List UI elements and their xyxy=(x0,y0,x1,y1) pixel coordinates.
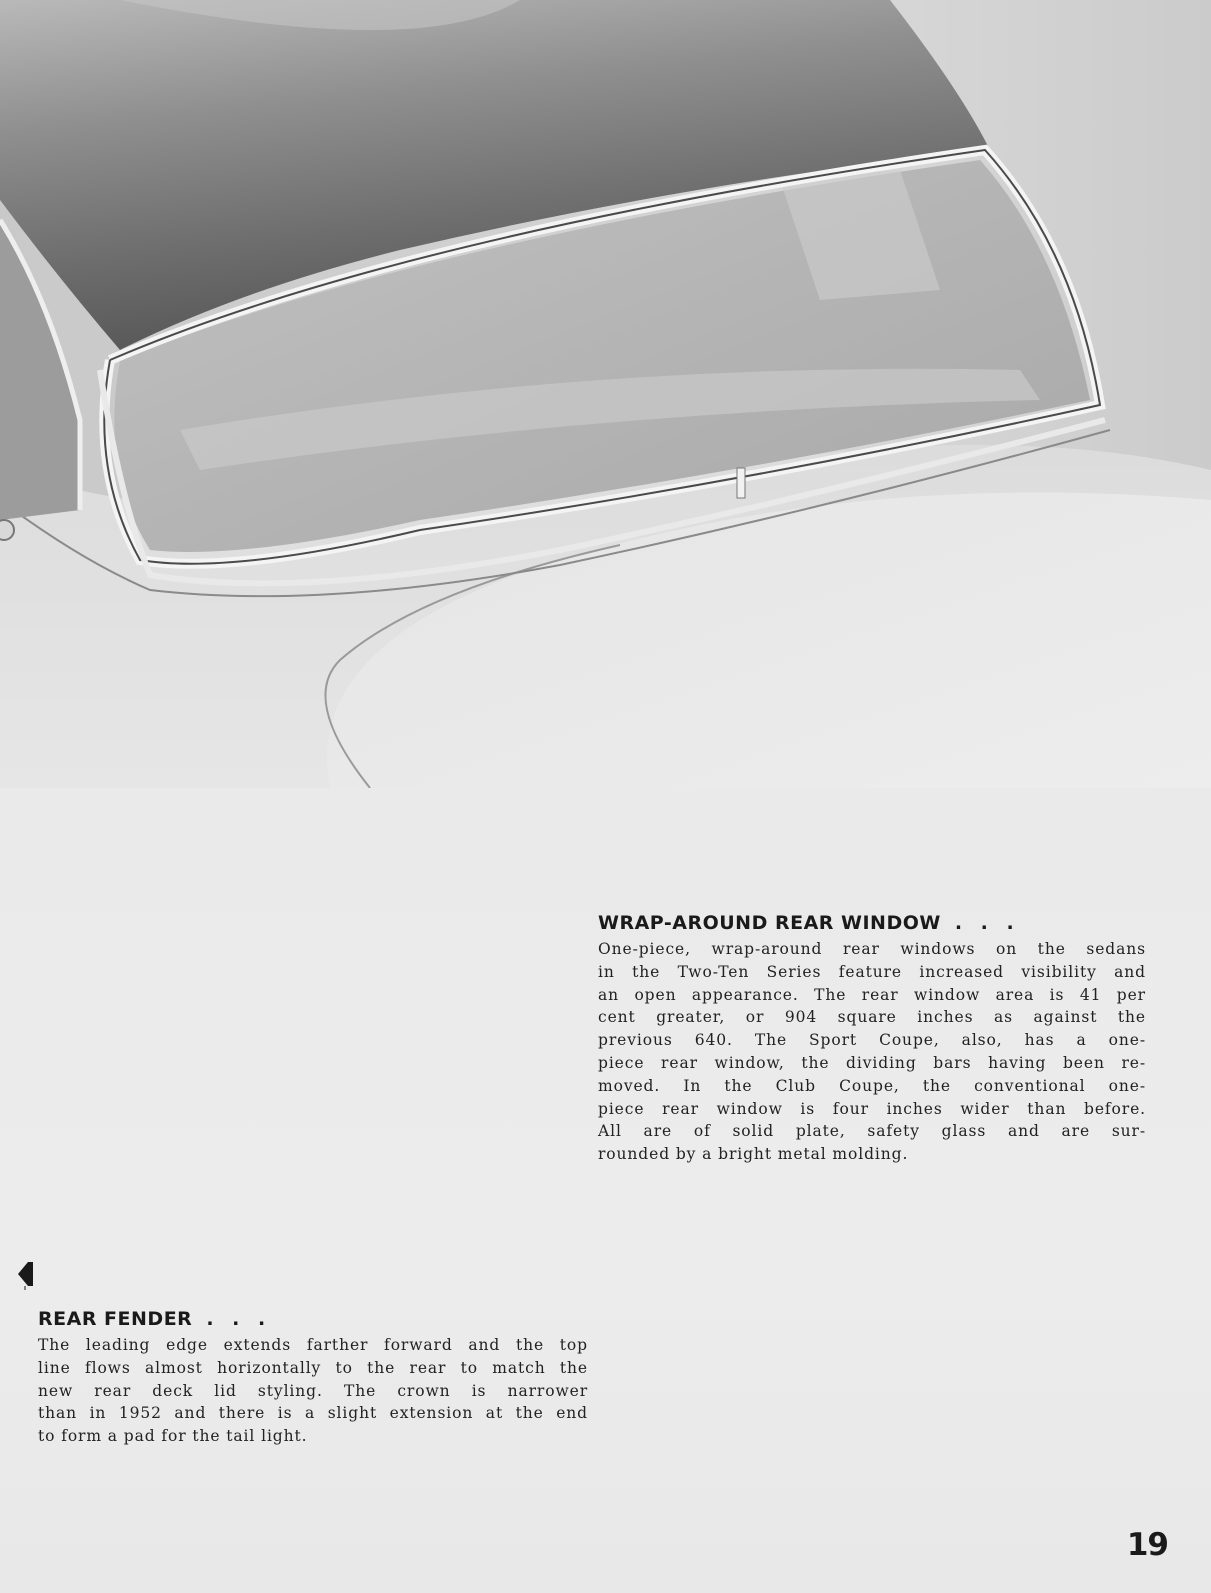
page-number: 19 xyxy=(1126,1527,1168,1563)
rear-fender-line: line flows almost horizontally to the rear to match the xyxy=(38,1358,588,1377)
wrap-around-line: cent greater, or 904 square inches as against the xyxy=(598,1008,1146,1027)
wrap-around-heading xyxy=(598,912,1146,934)
wrap-around-line: rounded by a bright metal molding. xyxy=(598,1145,909,1164)
rear-fender-section xyxy=(38,1308,588,1448)
wrap-around-section xyxy=(598,912,1146,1166)
wrap-around-line: previous 640. The Sport Coupe, also, has a one- xyxy=(598,1031,1146,1050)
wrap-around-heading-dots: . . . xyxy=(954,912,1020,934)
wrap-around-line: in the Two-Ten Series feature increased visibility and xyxy=(598,962,1146,981)
rear-fender-line: The leading edge extends farther forward and the top xyxy=(38,1336,588,1354)
rear-fender-body xyxy=(38,1334,588,1448)
wrap-around-line: moved. In the Club Coupe, the conventional one- xyxy=(598,1076,1146,1095)
wrap-around-body xyxy=(598,938,1146,1166)
rear-fender-heading-text: REAR FENDER xyxy=(38,1308,193,1330)
wrap-around-line: One-piece, wrap-around rear windows on the sedans xyxy=(598,940,1146,958)
rear-fender-heading xyxy=(38,1308,588,1330)
rear-fender-line: new rear deck lid styling. The crown is narrower xyxy=(38,1381,588,1400)
page-background xyxy=(0,788,1211,1593)
rear-window-photo xyxy=(0,0,1211,788)
car-rear-window-illustration xyxy=(0,0,1211,788)
rear-fender-heading-dots: . . . xyxy=(206,1308,272,1330)
wrap-around-line: an open appearance. The rear window area is 41 per xyxy=(598,985,1146,1004)
wrap-around-heading-text: WRAP-AROUND REAR WINDOW xyxy=(598,912,941,934)
wrap-around-line: piece rear window is four inches wider than before. xyxy=(598,1099,1146,1118)
rear-fender-line: than in 1952 and there is a slight extension at the end xyxy=(38,1404,588,1423)
rear-fender-line: to form a pad for the tail light. xyxy=(38,1427,308,1446)
left-pointer-icon xyxy=(16,1258,36,1290)
wrap-around-line: All are of solid plate, safety glass and are sur- xyxy=(598,1122,1146,1141)
wrap-around-line: piece rear window, the dividing bars having been re- xyxy=(598,1053,1146,1072)
